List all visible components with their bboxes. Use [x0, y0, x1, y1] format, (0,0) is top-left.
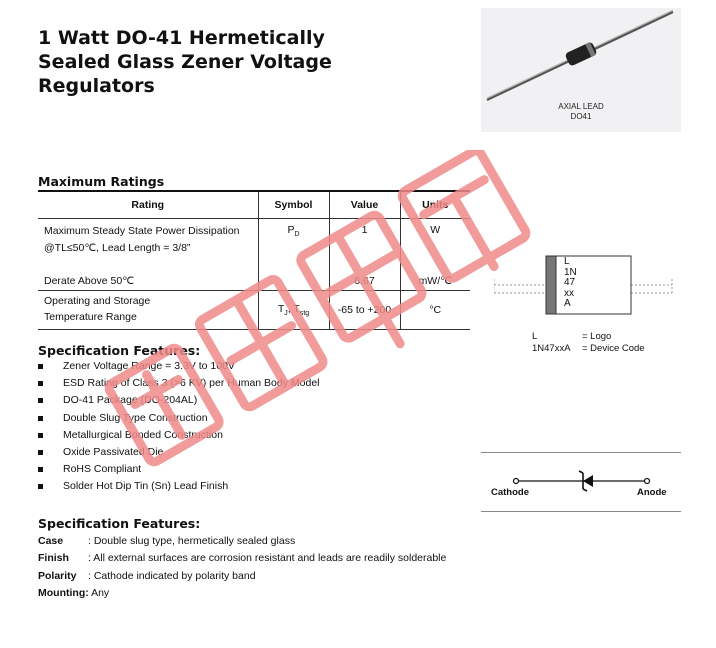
power-units: W — [430, 224, 441, 236]
derate-units: mW/℃ — [418, 275, 452, 287]
cathode-label: Cathode — [491, 487, 529, 498]
title-line-3: Regulators — [38, 75, 155, 97]
ratings-row-power — [38, 219, 470, 291]
marking-diagram — [494, 255, 714, 315]
bullet-icon — [38, 450, 43, 455]
temp-rating-line1: Operating and Storage — [44, 295, 151, 307]
title-line-2: Sealed Glass Zener Voltage — [38, 51, 332, 73]
mech-row-case: Case : Double slug type, hermetically sealed glass — [38, 535, 296, 547]
temp-symbol: $T_J$, $T_{stg}$ — [258, 291, 329, 330]
package-photo — [481, 8, 681, 132]
power-rating-line1: Maximum Steady State Power Dissipation — [44, 225, 240, 237]
photo-caption-1: AXIAL LEAD — [558, 102, 604, 111]
bullet-icon — [38, 433, 43, 438]
power-value: 1 — [361, 224, 368, 236]
bullet-icon — [38, 364, 43, 369]
marking-text: L 1N 47 xx A — [564, 256, 577, 309]
col-value: Value — [329, 191, 400, 219]
mech-row-mounting: Mounting: Any — [38, 586, 110, 599]
derate-value: 6.67 — [354, 275, 375, 287]
col-units: Units — [400, 191, 470, 219]
ratings-header-row — [38, 191, 470, 219]
power-rating-line2: @TL≤50℃, Lead Length = 3/8” — [44, 242, 191, 254]
mech-row-finish: Finish : All external surfaces are corrosion resistant and leads are readily solderable — [38, 552, 447, 565]
document-title — [38, 26, 358, 98]
spec-features-heading: Specification Features: — [38, 343, 201, 358]
maximum-ratings-table — [38, 190, 470, 330]
zener-diode-symbol-icon — [481, 453, 681, 511]
bullet-icon — [38, 398, 43, 403]
bullet-icon — [38, 484, 43, 489]
mechanical-features-heading: Specification Features: — [38, 516, 201, 531]
col-symbol: Symbol — [258, 191, 329, 219]
bullet-icon — [38, 416, 43, 421]
anode-label: Anode — [637, 487, 667, 498]
mechanical-list — [38, 533, 446, 602]
marking-legend: L = Logo 1N47xxA = Device Code — [532, 331, 645, 354]
temp-value: -65 to +200 — [329, 291, 400, 330]
mech-row-polarity: Polarity : Cathode indicated by polarity band — [38, 569, 256, 582]
bullet-icon — [38, 467, 43, 472]
col-rating: Rating — [38, 191, 258, 219]
maximum-ratings-heading: Maximum Ratings — [38, 174, 165, 189]
temp-rating-line2: Temperature Range — [44, 311, 137, 323]
zener-symbol-box — [481, 452, 681, 512]
temp-units: °C — [400, 291, 470, 330]
photo-caption-2: DO41 — [570, 112, 592, 121]
ratings-row-temperature — [38, 291, 470, 330]
bullet-icon — [38, 381, 43, 386]
title-line-1: 1 Watt DO-41 Hermetically — [38, 27, 325, 49]
derate-label: Derate Above 50℃ — [44, 275, 135, 287]
power-symbol: $P_D$ — [258, 219, 329, 291]
